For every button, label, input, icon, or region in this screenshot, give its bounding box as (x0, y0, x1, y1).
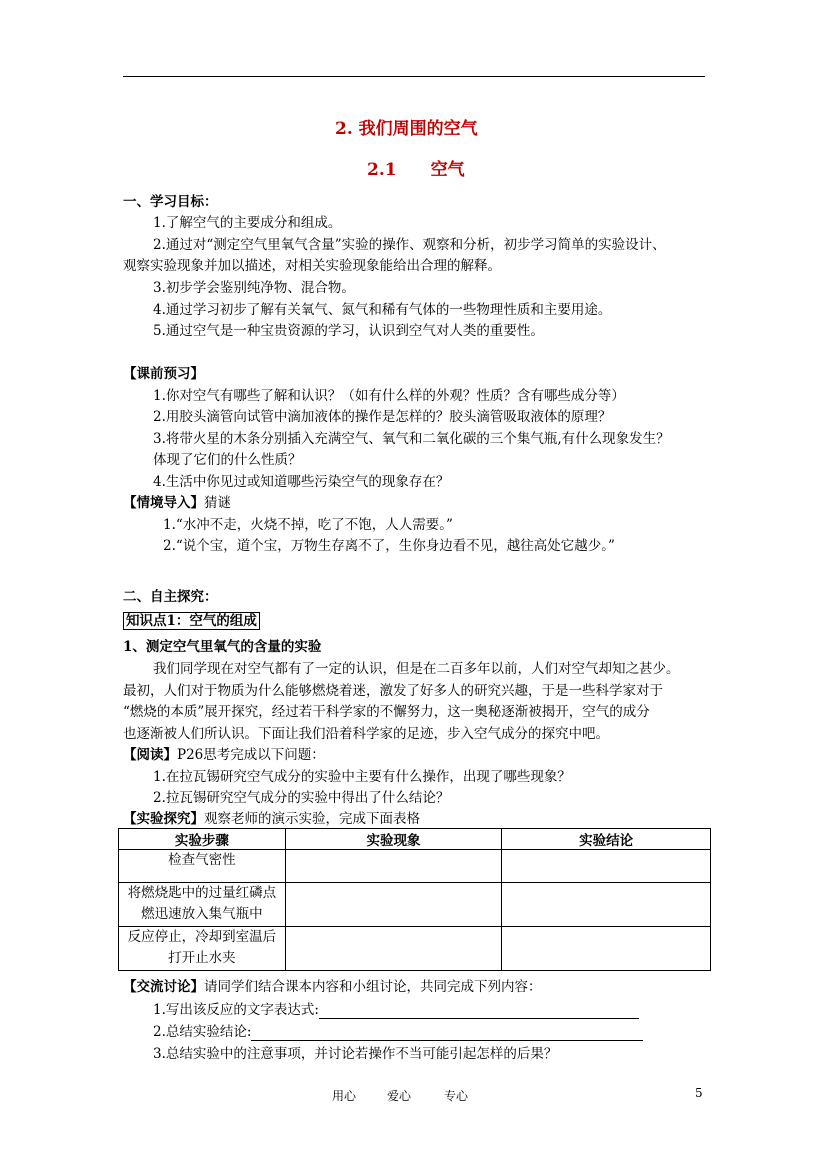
table-row (119, 883, 711, 927)
table-header-row (119, 829, 711, 850)
experiment-subheading: 1、测定空气里氧气的含量的实验 (123, 639, 322, 655)
reading-heading: 【阅读】 (123, 747, 177, 763)
table-cell-step: 反应停止，冷却到室温后打开止水夹 (119, 927, 286, 971)
goal-item-1: 1.了解空气的主要成分和组成。 (153, 215, 342, 231)
goal-item-3: 3.初步学会鉴别纯净物、混合物。 (153, 280, 355, 296)
goal-item-2: 2.通过对“测定空气里氧气含量”实验的操作、观察和分析，初步学习简单的实验设计、 (153, 237, 666, 253)
knowledge-box-wrap (123, 609, 260, 629)
intro-paragraph-line-1: 我们同学现在对空气都有了一定的认识，但是在二百多年以前，人们对空气却知之甚少。 (153, 661, 680, 677)
discussion-tail: 请同学们结合课本内容和小组讨论，共同完成下列内容： (204, 979, 542, 995)
table-cell-observation[interactable] (285, 927, 502, 971)
goal-item-2-cont: 观察实验现象并加以描述，对相关实验现象能给出合理的解释。 (123, 258, 501, 274)
situation-line (123, 491, 231, 511)
intro-paragraph-line-3: “燃烧的本质”展开探究，经过若干科学家的不懈努力，这一奥秘逐渐被揭开，空气的成分 (123, 704, 650, 720)
situation-heading: 【情境导入】 (123, 495, 204, 511)
reading-line (123, 743, 325, 763)
page-title: 2. 我们周围的空气 (335, 119, 478, 139)
goal-item-5: 5.通过空气是一种宝贵资源的学习，认识到空气对人类的重要性。 (153, 323, 544, 339)
discussion-item-2-line (153, 1020, 643, 1041)
table-cell-conclusion[interactable] (502, 850, 711, 883)
discussion-item-1-line (153, 998, 639, 1019)
preview-item-1: 1.你对空气有哪些了解和认识？（如有什么样的外观？性质？含有哪些成分等） (153, 388, 625, 404)
preview-item-3: 3.将带火星的木条分别插入充满空气、氧气和二氧化碳的三个集气瓶,有什么现象发生？ (153, 431, 670, 447)
explore-heading: 【实验探究】 (123, 811, 204, 827)
goal-item-4: 4.通过学习初步了解有关氧气、氮气和稀有气体的一些物理性质和主要用途。 (153, 302, 612, 318)
header-rule (123, 76, 705, 77)
table-cell-step: 检查气密性 (119, 850, 286, 883)
preview-heading: 【课前预习】 (123, 366, 204, 382)
reading-tail: P26思考完成以下问题： (177, 747, 325, 763)
table-row (119, 850, 711, 883)
reading-item-1: 1.在拉瓦锡研究空气成分的实验中主要有什么操作，出现了哪些现象？ (153, 769, 571, 785)
answer-blank-1[interactable] (319, 1002, 639, 1019)
knowledge-point-box: 知识点1：空气的组成 (123, 612, 260, 630)
page-subtitle: 2.1 空气 (367, 160, 465, 180)
section1-heading: 一、学习目标： (123, 194, 218, 210)
situation-heading-tail: 猜谜 (204, 495, 231, 511)
header-conclusion: 实验结论 (502, 829, 711, 850)
explore-tail: 观察老师的演示实验，完成下面表格 (204, 811, 420, 827)
riddle-2: 2.“说个宝，道个宝，万物生存离不了，生你身边看不见，越往高处它越少。” (163, 538, 615, 554)
table-row (119, 927, 711, 971)
table-cell-conclusion[interactable] (502, 883, 711, 927)
preview-item-3-cont: 体现了它们的什么性质？ (153, 452, 302, 468)
footer-motto-3: 专心 (444, 1089, 469, 1103)
discussion-item-3: 3.总结实验中的注意事项，并讨论若操作不当可能引起怎样的后果？ (153, 1046, 558, 1062)
table-cell-observation[interactable] (285, 883, 502, 927)
answer-blank-2[interactable] (251, 1024, 643, 1041)
header-observation: 实验现象 (285, 829, 502, 850)
intro-paragraph-line-4: 也逐渐被人们所认识。下面让我们沿着科学家的足迹，步入空气成分的探究中吧。 (123, 726, 609, 742)
page-number: 5 (695, 1086, 703, 1100)
intro-paragraph-line-2: 最初，人们对于物质为什么能够燃烧着迷，激发了好多人的研究兴趣，于是一些科学家对于 (123, 683, 663, 699)
discussion-item-1: 1.写出该反应的文字表达式: (153, 1002, 319, 1018)
discussion-line (123, 975, 542, 995)
footer-motto-1: 用心 (332, 1089, 357, 1103)
explore-line (123, 807, 420, 827)
footer-motto-2: 爱心 (387, 1089, 412, 1103)
discussion-heading: 【交流讨论】 (123, 979, 204, 995)
section2-heading: 二、自主探究： (123, 589, 218, 605)
header-step: 实验步骤 (119, 829, 286, 850)
riddle-1: 1.“水冲不走，火烧不掉，吃了不饱，人人需要。” (163, 517, 453, 533)
table-cell-step: 将燃烧匙中的过量红磷点燃迅速放入集气瓶中 (119, 883, 286, 927)
preview-item-2: 2.用胶头滴管向试管中滴加液体的操作是怎样的？胶头滴管吸取液体的原理？ (153, 409, 612, 425)
reading-item-2: 2.拉瓦锡研究空气成分的实验中得出了什么结论？ (153, 790, 450, 806)
discussion-item-2: 2.总结实验结论: (153, 1024, 252, 1040)
table-cell-observation[interactable] (285, 850, 502, 883)
experiment-table (118, 828, 711, 971)
table-cell-conclusion[interactable] (502, 927, 711, 971)
preview-item-4: 4.生活中你见过或知道哪些污染空气的现象存在？ (153, 474, 450, 490)
